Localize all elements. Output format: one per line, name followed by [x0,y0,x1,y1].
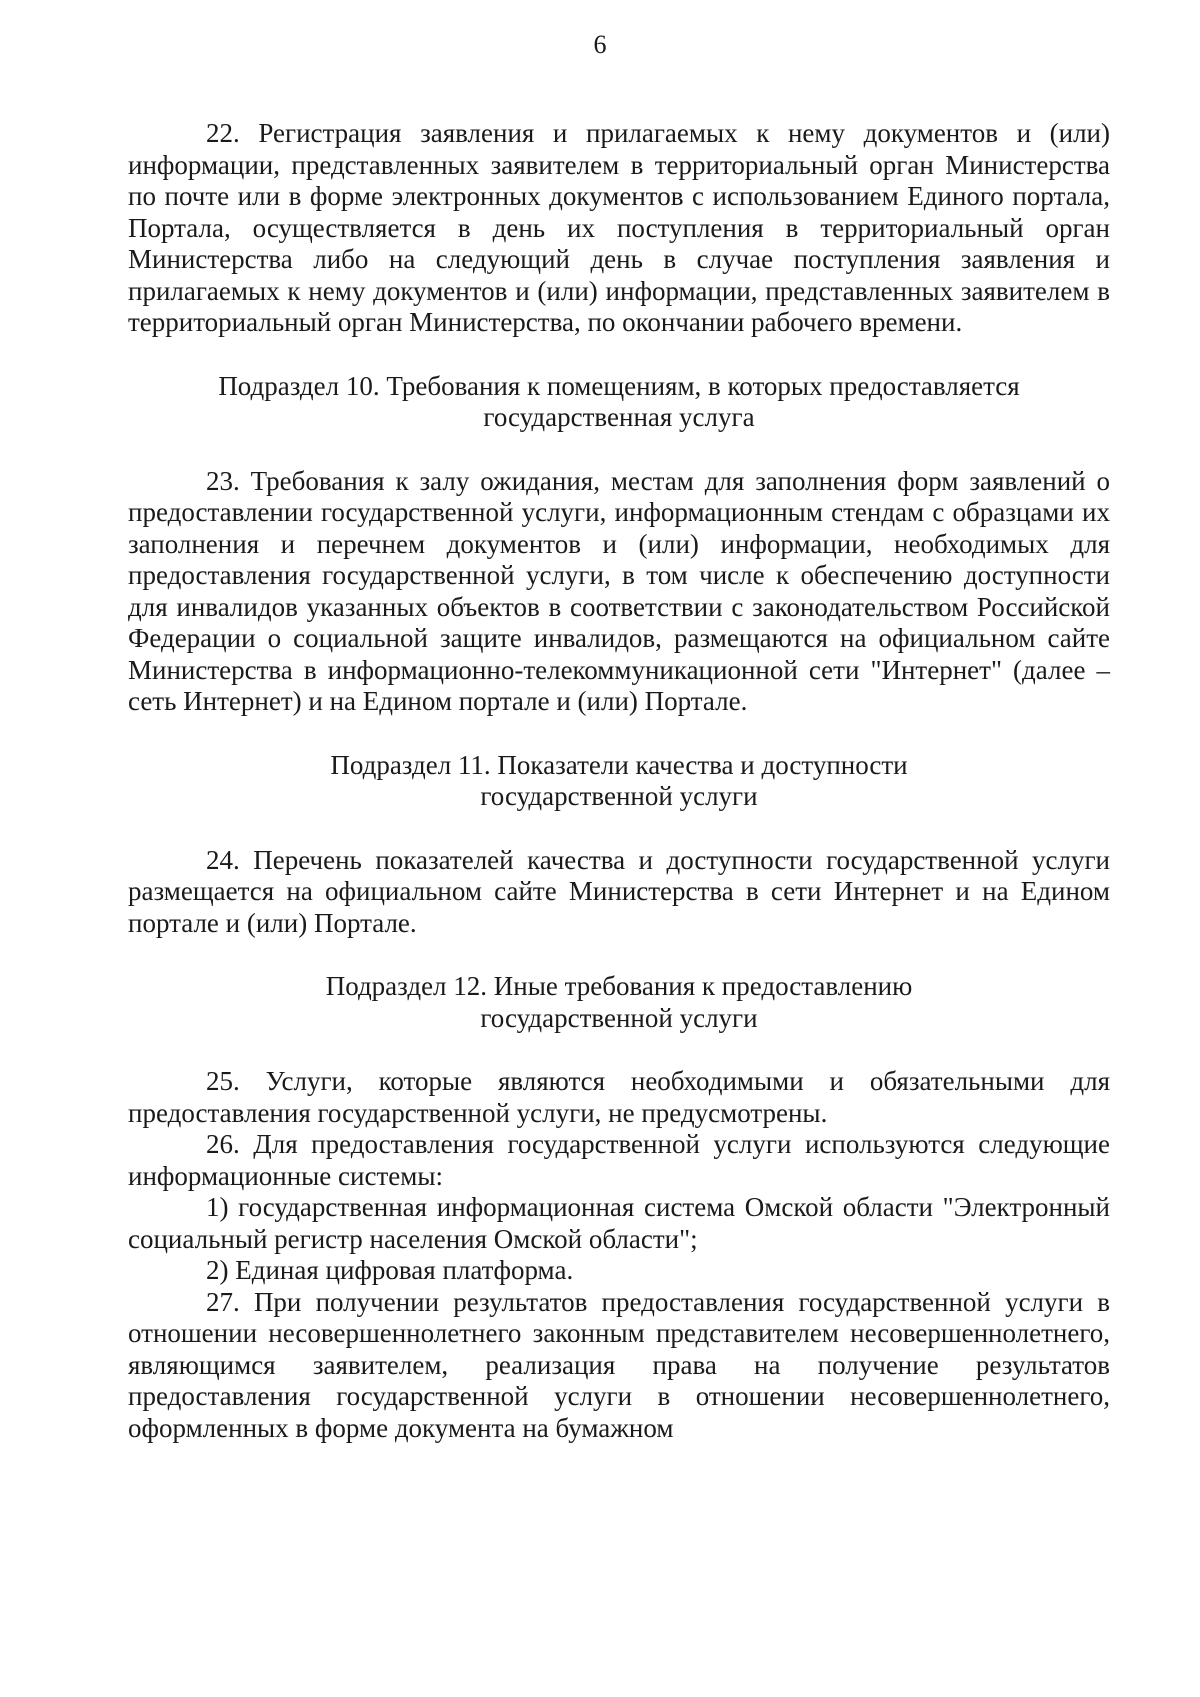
subsection-10-heading-line2: государственная услуга [483,402,755,432]
subsection-11-heading-line2: государственной услуги [480,781,758,811]
subsection-11-heading [128,750,1110,813]
subsection-10-heading [128,371,1110,434]
subsection-11-heading-line1: Подраздел 11. Показатели качества и доступности [330,749,908,780]
subsection-10-heading-line1: Подраздел 10. Требования к помещениям, в которых предоставляется [218,370,1020,401]
paragraph-25: 25. Услуги, которые являются необходимыми и обязательными для предоставления государственной услуги, не предусмотрены. [128,1066,1110,1128]
page-number: 6 [593,30,607,59]
subsection-12-heading-line1: Подраздел 12. Иные требования к предоставлению [325,971,913,1001]
subsection-12-heading-line2: государственной услуги [480,1002,758,1033]
document-body [128,118,1110,1444]
paragraph-27: 27. При получении результатов предоставления государственной услуги в отношении несовершеннолетнего законным представителем несовершеннолетнего, являющимся заявителем, реализация права на получение результатов предоставления государственной услуги в отношении несовершеннолетнего, оформленных в форме документа на бумажном [128,1286,1110,1443]
paragraph-26: 26. Для предоставления государственной услуги используются следующие информационные системы: [128,1129,1110,1191]
paragraph-24: 24. Перечень показателей качества и доступности государственной услуги размещается на официальном сайте Министерства в сети Интернет и на Едином портале и (или) Портале. [128,844,1110,938]
paragraph-26-item-1: 1) государственная информационная система Омской области "Электронный социальный регистр населения Омской области"; [128,1192,1110,1254]
subsection-12-heading [128,971,1110,1034]
paragraph-22: 22. Регистрация заявления и прилагаемых к нему документов и (или) информации, представленных заявителем в территориальный орган Министерства по почте или в форме электронных документов с использованием Единого портала, Портала, осуществляется в день их поступления в территориальный орган Министерства либо на следующий день в случае поступления заявления и прилагаемых к нему документов и (или) информации, представленных заявителем в территориальный орган Министерства, по окончании рабочего времени. [128,118,1110,337]
paragraph-26-item-2: 2) Единая цифровая платформа. [206,1255,574,1285]
paragraph-23: 23. Требования к залу ожидания, местам для заполнения форм заявлений о предоставлении государственной услуги, информационным стендам с образцами их заполнения и перечнем документов и (или) информации, необходимых для предоставления государственной услуги, в том числе к обеспечению доступности для инвалидов указанных объектов в соответствии с законодательством Российской Федерации о социальной защите инвалидов, размещаются на официальном сайте Министерства в информационно-телекоммуникационной сети "Интернет" (далее – сеть Интернет) и на Едином портале и (или) Портале. [128,465,1110,716]
